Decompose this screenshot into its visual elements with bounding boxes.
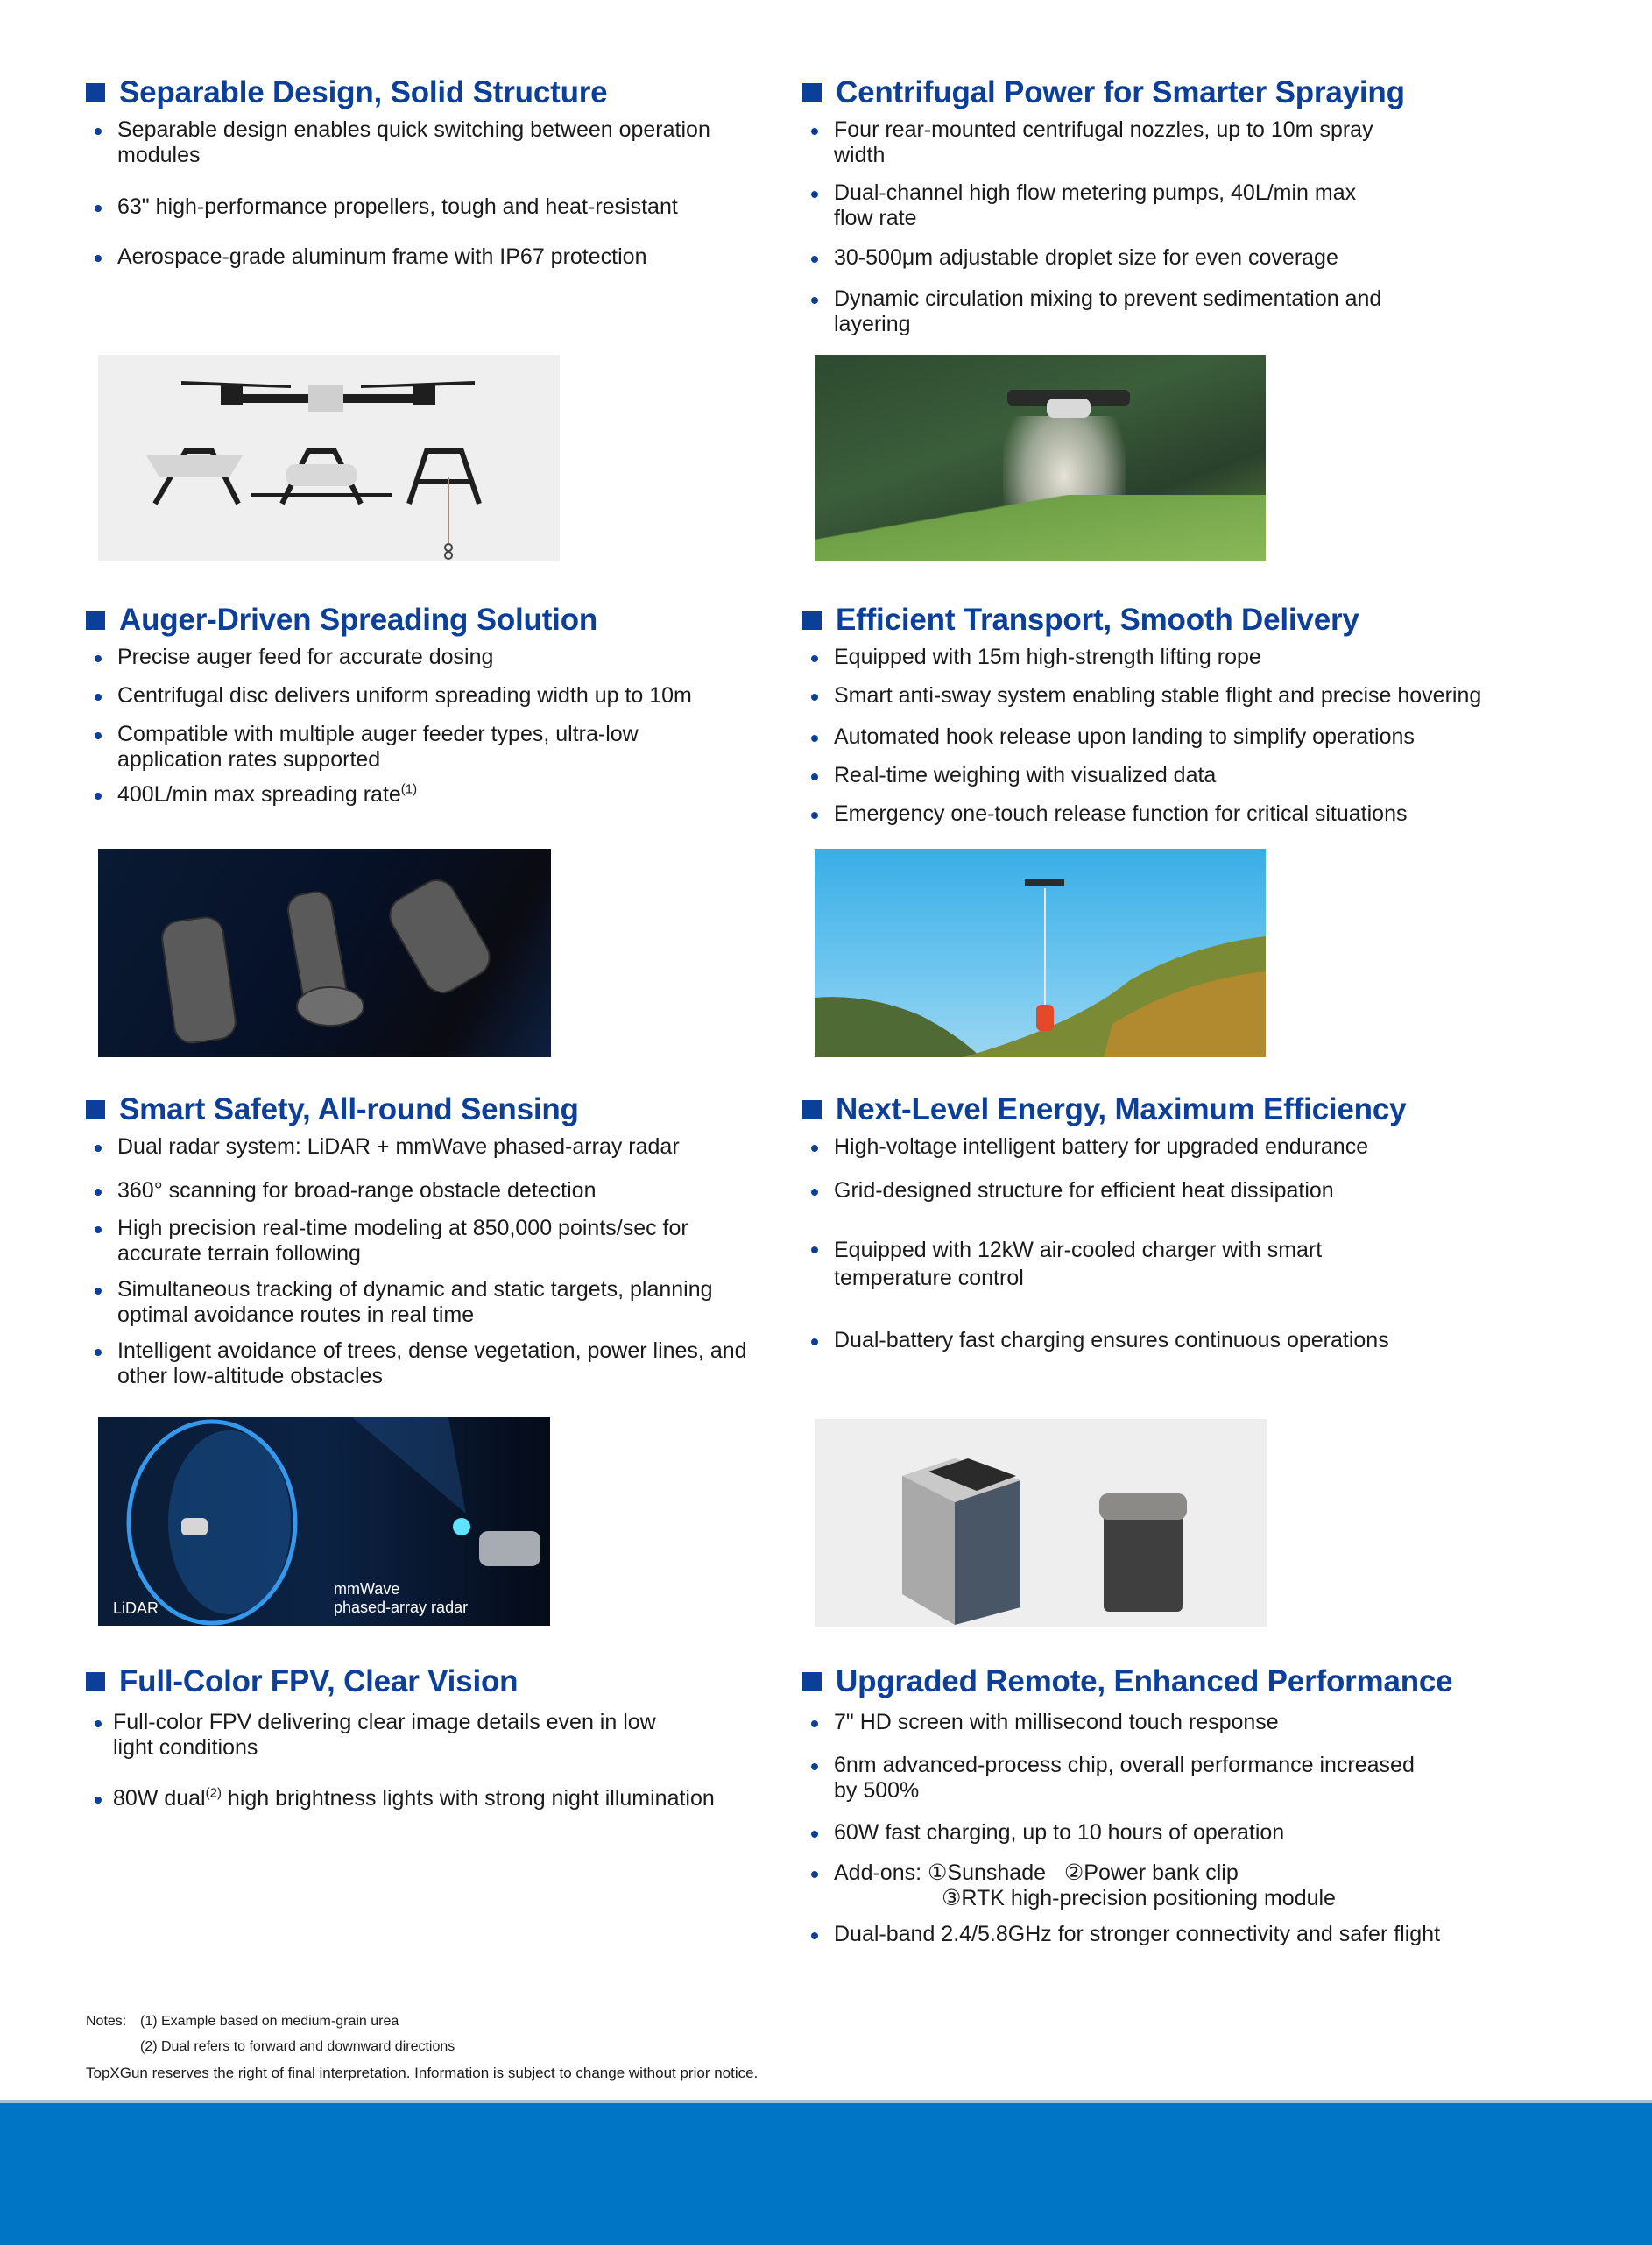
radar-sensing-image: [98, 1417, 550, 1626]
section-heading: Smart Safety, All-round Sensing: [86, 1092, 787, 1127]
list-item: Real-time weighing with visualized data: [802, 763, 1591, 788]
list-item: Smart anti-sway system enabling stable flight and precise hovering: [802, 683, 1591, 709]
footer-band: [0, 2100, 1652, 2245]
list-item: Dual-battery fast charging ensures continuous operations: [802, 1328, 1591, 1353]
square-bullet-icon: [86, 83, 105, 102]
list-item: Dual-channel high flow metering pumps, 40L/min max flow rate: [802, 180, 1394, 231]
mmwave-caption: mmWave phased-array radar: [334, 1580, 469, 1616]
section-heading: Next-Level Energy, Maximum Efficiency: [802, 1092, 1591, 1127]
charger-battery-image: [815, 1419, 1267, 1627]
square-bullet-icon: [802, 611, 822, 630]
section-full-color-fpv: [86, 1664, 787, 1811]
section-next-level-energy: [802, 1092, 1591, 1353]
list-item: Add-ons: ①Sunshade ②Power bank clip ③RTK high-precision positioning module: [802, 1860, 1591, 1911]
drone-modules-image: [98, 355, 560, 561]
list-item: Equipped with 12kW air-cooled charger with smart temperature control: [802, 1236, 1342, 1292]
section-heading: Full-Color FPV, Clear Vision: [86, 1664, 787, 1699]
list-item: Equipped with 15m high-strength lifting rope: [802, 645, 1591, 670]
square-bullet-icon: [86, 1100, 105, 1119]
section-heading: Separable Design, Solid Structure: [86, 75, 769, 110]
notes-label: Notes:: [86, 2014, 127, 2029]
section-separable-design: [86, 75, 769, 270]
list-item: Dynamic circulation mixing to prevent sedimentation and layering: [802, 286, 1438, 337]
list-item: 7" HD screen with millisecond touch response: [802, 1710, 1591, 1735]
list-item: Simultaneous tracking of dynamic and static targets, planning optimal avoidance routes in real time: [86, 1277, 713, 1328]
list-item: Compatible with multiple auger feeder types, ultra-low application rates supported: [86, 722, 731, 773]
section-upgraded-remote: [802, 1664, 1591, 1947]
note-item: (2) Dual refers to forward and downward directions: [140, 2039, 455, 2054]
list-item: High-voltage intelligent battery for upgraded endurance: [802, 1134, 1591, 1160]
list-item: 63" high-performance propellers, tough and heat-resistant: [86, 194, 769, 220]
square-bullet-icon: [802, 83, 822, 102]
auger-parts-image: [98, 849, 551, 1057]
list-item: 80W dual$^{(2)}$ high brightness lights with strong night illumination: [86, 1786, 787, 1811]
square-bullet-icon: [86, 611, 105, 630]
square-bullet-icon: [802, 1100, 822, 1119]
lidar-caption: LiDAR: [113, 1599, 159, 1617]
list-item: Emergency one-touch release function for critical situations: [802, 801, 1591, 827]
list-item: Full-color FPV delivering clear image details even in low light conditions: [86, 1710, 674, 1761]
section-heading: Efficient Transport, Smooth Delivery: [802, 603, 1591, 638]
list-item: Dual radar system: LiDAR + mmWave phased-array radar: [86, 1134, 787, 1160]
list-item: 360° scanning for broad-range obstacle detection: [86, 1178, 787, 1204]
list-item: Dual-band 2.4/5.8GHz for stronger connectivity and safer flight: [802, 1922, 1591, 1947]
list-item: Automated hook release upon landing to simplify operations: [802, 724, 1591, 750]
list-item: Intelligent avoidance of trees, dense vegetation, power lines, and other low-altitude obstacles: [86, 1338, 801, 1389]
section-smart-safety: [86, 1092, 787, 1389]
list-item: Four rear-mounted centrifugal nozzles, up to 10m spray width: [802, 117, 1394, 168]
list-item: 30-500μm adjustable droplet size for even coverage: [802, 245, 1591, 271]
list-item: 400L/min max spreading rate$^{(1)}$: [86, 782, 769, 808]
section-heading: Upgraded Remote, Enhanced Performance: [802, 1664, 1591, 1699]
list-item: 60W fast charging, up to 10 hours of operation: [802, 1820, 1591, 1846]
list-item: Centrifugal disc delivers uniform spreading width up to 10m: [86, 683, 769, 709]
list-item: Aerospace-grade aluminum frame with IP67 protection: [86, 244, 769, 270]
notes: [86, 2013, 758, 2082]
list-item: High precision real-time modeling at 850,000 points/sec for accurate terrain following: [86, 1216, 713, 1267]
section-heading: Auger-Driven Spreading Solution: [86, 603, 769, 638]
square-bullet-icon: [802, 1672, 822, 1691]
list-item: Separable design enables quick switching between operation modules: [86, 117, 713, 168]
footnote-marker: (2): [205, 1785, 222, 1801]
list-item: 6nm advanced-process chip, overall performance increased by 500%: [802, 1753, 1430, 1804]
section-heading: Centrifugal Power for Smarter Spraying: [802, 75, 1591, 110]
disclaimer: TopXGun reserves the right of final interpretation. Information is subject to change without prior notice.: [86, 2065, 759, 2081]
section-efficient-transport: [802, 603, 1591, 827]
spraying-drone-photo: [815, 355, 1266, 561]
list-item: Grid-designed structure for efficient heat dissipation: [802, 1178, 1591, 1204]
footnote-marker: (1): [400, 781, 418, 797]
square-bullet-icon: [86, 1672, 105, 1691]
note-item: (1) Example based on medium-grain urea: [140, 2014, 399, 2029]
section-centrifugal-spraying: [802, 75, 1591, 337]
lifting-drone-photo: [815, 849, 1266, 1057]
section-auger-spreading: [86, 603, 769, 808]
list-item: Precise auger feed for accurate dosing: [86, 645, 769, 670]
